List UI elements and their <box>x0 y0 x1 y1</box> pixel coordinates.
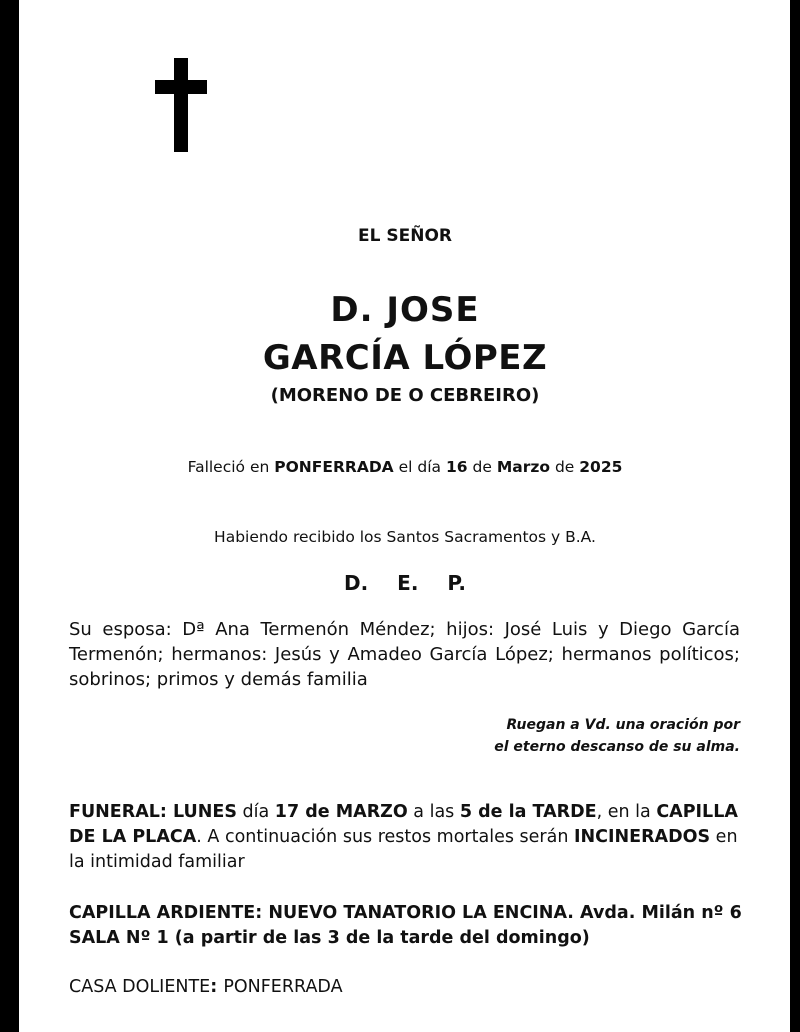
dep-text: D. E. P. <box>344 571 466 595</box>
capilla-label: CAPILLA ARDIENTE <box>69 903 256 923</box>
obituary-page <box>19 0 790 1032</box>
deceased-name-line1: D. JOSE <box>330 290 480 330</box>
death-month: Marzo <box>496 458 551 476</box>
deceased-name-line2: GARCÍA LÓPEZ <box>262 338 548 378</box>
funeral-action: INCINERADOS <box>573 827 711 847</box>
death-day: 16 <box>445 458 468 476</box>
capilla-text: NUEVO TANATORIO LA ENCINA. Avda. Milán nº 6 SALA Nº 1 (a partir de las 3 de la tarde del domingo) <box>69 903 742 948</box>
prayer-text: Ruegan a Vd. una oración por el eterno descanso de su alma. <box>494 717 740 755</box>
casa-label: CASA DOLIENTE <box>69 977 211 997</box>
funeral-label: FUNERAL: LUNES <box>69 802 237 822</box>
capilla-ardiente-paragraph: CAPILLA ARDIENTE: NUEVO TANATORIO LA ENCINA. Avda. Milán nº 6 SALA Nº 1 (a partir de las 3 de la tarde del domingo) <box>69 903 742 948</box>
family-paragraph: Su esposa: Dª Ana Termenón Méndez; hijos: José Luis y Diego García Termenón; hermanos: Jesús y Amadeo García López; hermanos políticos; sobrinos; primos y demás familia <box>69 619 740 690</box>
funeral-date: 17 de MARZO <box>274 802 408 822</box>
funeral-place: CAPILLA DE LA PLACA <box>69 802 738 847</box>
casa-place: PONFERRADA <box>223 977 343 997</box>
death-year: 2025 <box>579 458 623 476</box>
funeral-time: 5 de la TARDE <box>459 802 597 822</box>
funeral-paragraph: FUNERAL: LUNES día 17 de MARZO a las 5 de la TARDE, en la CAPILLA DE LA PLACA. A continuación sus restos mortales serán INCINERADOS en la intimidad familiar <box>69 802 738 872</box>
deceased-alias: (MORENO DE O CEBREIRO) <box>270 385 540 406</box>
sacraments-text: Habiendo recibido los Santos Sacramentos y B.A. <box>214 528 596 546</box>
death-statement: Falleció en PONFERRADA el día 16 de Marzo de 2025 <box>187 458 623 476</box>
heading: EL SEÑOR <box>358 226 452 246</box>
death-place: PONFERRADA <box>274 458 394 476</box>
casa-doliente-paragraph: CASA DOLIENTE: PONFERRADA <box>69 977 343 997</box>
cross-icon <box>155 58 207 152</box>
